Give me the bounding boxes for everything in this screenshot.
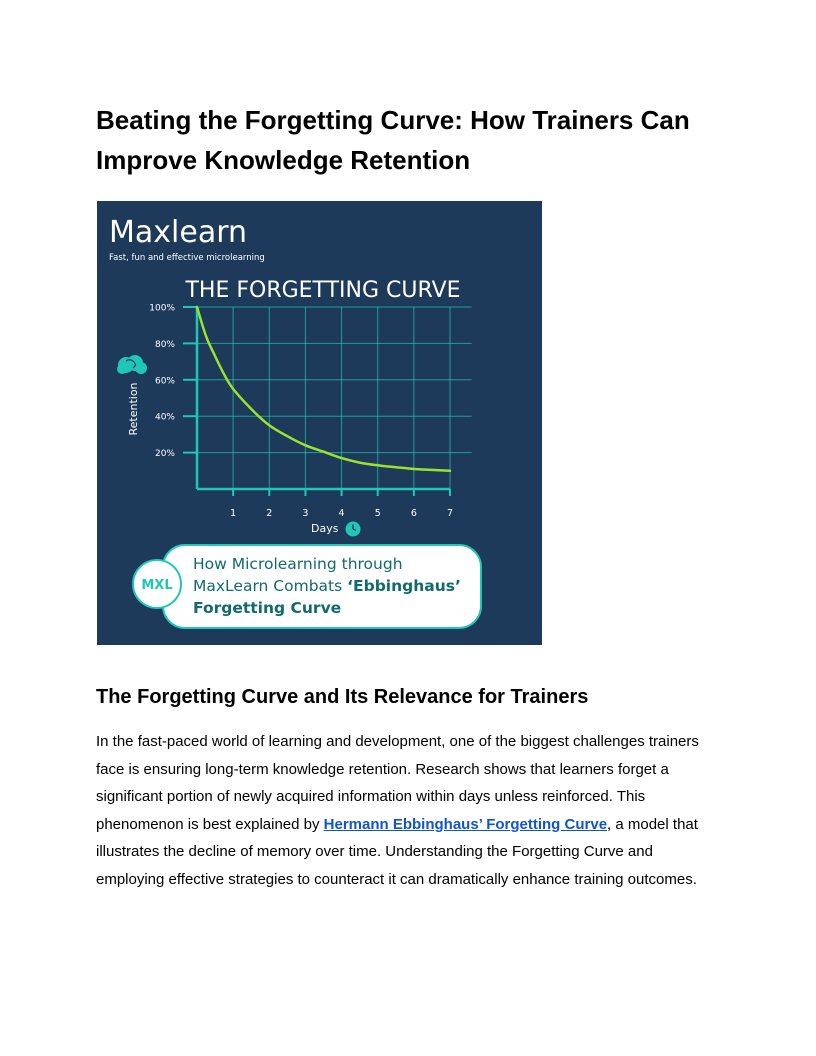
brand-tagline: Fast, fun and effective microlearning: [109, 253, 265, 263]
x-tick-label: 6: [410, 508, 417, 519]
x-tick-label: 2: [266, 508, 273, 519]
ebbinghaus-link[interactable]: Hermann Ebbinghaus’ Forgetting Curve: [323, 815, 608, 833]
y-axis-label: Retention: [127, 382, 140, 436]
section-heading: The Forgetting Curve and Its Relevance for Trainers: [96, 686, 589, 708]
chart-title: THE FORGETTING CURVE: [185, 278, 461, 303]
banner-line-3: Forgetting Curve: [193, 599, 342, 617]
y-tick-label: 80%: [154, 339, 175, 350]
body-paragraph: [96, 728, 724, 893]
brand-logo: Maxlearn: [109, 215, 248, 250]
y-tick-label: 40%: [154, 412, 175, 423]
banner: [133, 545, 481, 628]
page-title: Beating the Forgetting Curve: How Trainers Can Improve Knowledge Retention: [96, 105, 690, 175]
retention-curve: [197, 307, 450, 471]
banner-line-2-plain: MaxLearn Combats: [193, 577, 348, 595]
paragraph-text-before-link: In the fast-paced world of learning and development, one of the biggest challenges trainers face is ensuring long-term knowledge retention. Research shows that learners forget a significant portion of newly acquired information within days unless reinforced. This phenomenon is best explained by: [96, 733, 699, 833]
x-tick-label: 4: [338, 508, 345, 519]
x-tick-label: 5: [374, 508, 381, 519]
banner-line-2: [193, 577, 461, 595]
banner-line-2-bold: ‘Ebbinghaus’: [347, 577, 461, 595]
y-tick-label: 60%: [154, 376, 175, 387]
banner-line-1: How Microlearning through: [193, 555, 403, 573]
y-tick-label: 20%: [154, 449, 175, 460]
brain-icon: [117, 355, 147, 374]
clock-icon: [346, 522, 361, 537]
forgetting-curve-infographic: [97, 201, 542, 645]
x-tick-label: 1: [230, 508, 237, 519]
banner-badge: MXL: [141, 578, 173, 593]
x-axis-label: Days: [311, 522, 339, 535]
paragraph-text-after-link: , a model that illustrates the decline of memory over time. Understanding the Forgetting Curve and employing effective strategies to counteract it can dramatically enhance training outcomes.: [96, 815, 698, 888]
x-tick-label: 7: [446, 508, 454, 519]
x-tick-label: 3: [302, 508, 309, 519]
y-tick-label: 100%: [149, 303, 175, 314]
